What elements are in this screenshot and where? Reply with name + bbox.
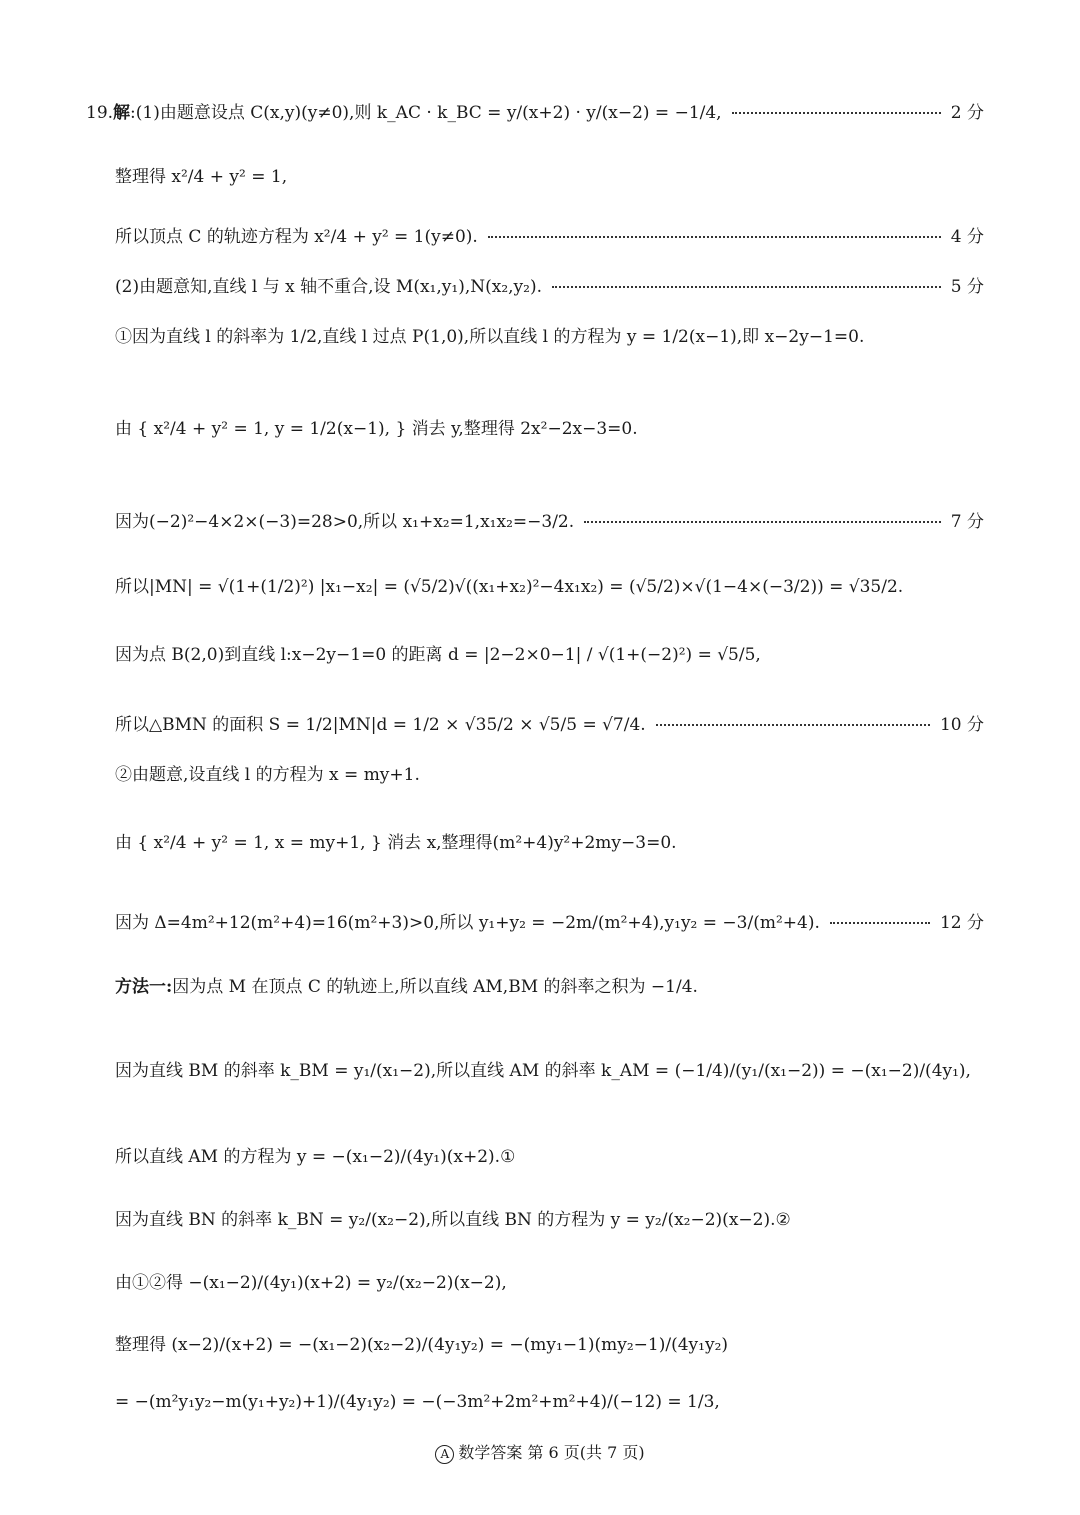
line-7: 因为(−2)²−4×2×(−3)=28>0,所以 x₁+x₂=1,x₁x₂=−3/2. 7 分 [115, 507, 984, 532]
line-8: 所以|MN| = √(1+(1/2)²) |x₁−x₂| = (√5/2)√((x₁+x₂)²−4x₁x₂) = (√5/2)×√(1−4×(−3/2)) = √35/2. [115, 577, 904, 597]
leader-dots [830, 922, 930, 924]
line-19: 整理得 (x−2)/(x+2) = −(x₁−2)(x₂−2)/(4y₁y₂) = −(my₁−1)(my₂−1)/(4y₁y₂) [115, 1335, 729, 1355]
leader-dots [732, 112, 941, 114]
line-5: ①因为直线 l 的斜率为 1/2,直线 l 过点 P(1,0),所以直线 l 的方程为 y = 1/2(x−1),即 x−2y−1=0. [115, 327, 865, 347]
line-6: 由 { x²/4 + y² = 1, y = 1/2(x−1), } 消去 y,整理得 2x²−2x−3=0. [115, 419, 638, 439]
line-1: 19.解:(1)由题意设点 C(x,y)(y≠0),则 k_AC · k_BC = y/(x+2) · y/(x−2) = −1/4, 2 分 [86, 98, 984, 123]
paper-version-badge: A [435, 1445, 454, 1464]
score: 10 分 [939, 715, 984, 735]
footer-text: 数学答案 第 6 页(共 7 页) [458, 1443, 645, 1462]
page-footer [0, 1440, 1080, 1464]
line-12: 由 { x²/4 + y² = 1, x = my+1, } 消去 x,整理得(m²+4)y²+2my−3=0. [115, 833, 677, 853]
score: 7 分 [950, 512, 984, 532]
leader-dots [488, 236, 941, 238]
leader-dots [584, 521, 941, 523]
line-2: 整理得 x²/4 + y² = 1, [115, 167, 288, 187]
line-4: (2)由题意知,直线 l 与 x 轴不重合,设 M(x₁,y₁),N(x₂,y₂). 5 分 [115, 272, 984, 297]
line-10: 所以△BMN 的面积 S = 1/2|MN|d = 1/2 × √35/2 × √5/5 = √7/4. 10 分 [115, 710, 984, 735]
line-15: 因为直线 BM 的斜率 k_BM = y₁/(x₁−2),所以直线 AM 的斜率 k_AM = (−1/4)/(y₁/(x₁−2)) = −(x₁−2)/(4y₁), [115, 1061, 971, 1081]
score: 12 分 [939, 913, 984, 933]
score: 2 分 [950, 103, 984, 123]
line-20: = −(m²y₁y₂−m(y₁+y₂)+1)/(4y₁y₂) = −(−3m²+2m²+m²+4)/(−12) = 1/3, [115, 1392, 720, 1412]
score: 5 分 [950, 277, 984, 297]
score: 4 分 [950, 227, 984, 247]
line-16: 所以直线 AM 的方程为 y = −(x₁−2)/(4y₁)(x+2).① [115, 1147, 516, 1167]
line-17: 因为直线 BN 的斜率 k_BN = y₂/(x₂−2),所以直线 BN 的方程为 y = y₂/(x₂−2)(x−2).② [115, 1210, 791, 1230]
line-11: ②由题意,设直线 l 的方程为 x = my+1. [115, 765, 420, 785]
leader-dots [656, 724, 930, 726]
line-9: 因为点 B(2,0)到直线 l:x−2y−1=0 的距离 d = |2−2×0−1| / √(1+(−2)²) = √5/5, [115, 645, 761, 665]
solution-label: 解 [113, 103, 131, 123]
leader-dots [552, 286, 941, 288]
line-3: 所以顶点 C 的轨迹方程为 x²/4 + y² = 1(y≠0). 4 分 [115, 222, 984, 247]
line-14: 方法一:因为点 M 在顶点 C 的轨迹上,所以直线 AM,BM 的斜率之积为 −1/4. [115, 977, 698, 997]
line-18: 由①②得 −(x₁−2)/(4y₁)(x+2) = y₂/(x₂−2)(x−2), [115, 1273, 507, 1293]
problem-number: 19. [86, 103, 114, 123]
method-label: 方法一: [115, 977, 173, 997]
line-13: 因为 Δ=4m²+12(m²+4)=16(m²+3)>0,所以 y₁+y₂ = −2m/(m²+4),y₁y₂ = −3/(m²+4). 12 分 [115, 908, 984, 933]
